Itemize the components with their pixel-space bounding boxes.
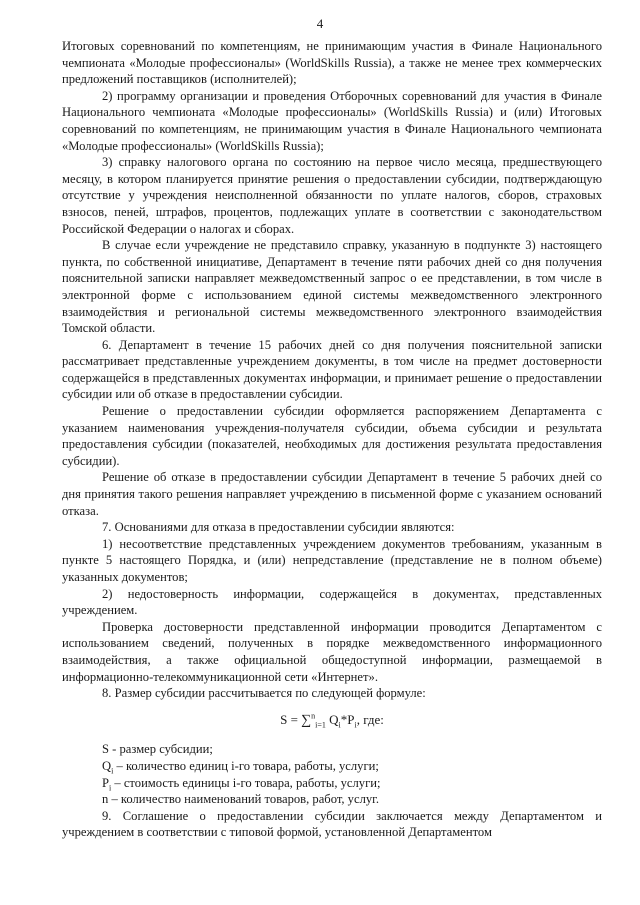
document-body <box>62 38 602 841</box>
paragraph: 7. Основаниями для отказа в предоставлении субсидии являются: <box>102 520 455 535</box>
paragraph: 8. Размер субсидии рассчитывается по следующей формуле: <box>102 686 426 701</box>
definition-line <box>62 758 602 775</box>
formula-q-sub: i <box>338 720 341 730</box>
paragraph: Итоговых соревнований по компетенциям, не принимающим участия в Финале Национального чемпионата «Молодые профессионалы» (WorldSkills Russia), а также не менее трех коммерческих предложений поставщиков (исполнителей); <box>62 39 602 87</box>
formula-lhs: S = <box>280 711 298 727</box>
sum-lower-limit: i=1 <box>315 720 326 730</box>
paragraph: Решение об отказе в предоставлении субсидии Департамент в течение 5 рабочих дней со дня принятия такого решения направляет учреждению в письменной форме с указанием оснований отказа. <box>62 470 602 518</box>
definition-line <box>62 741 602 758</box>
paragraph: В случае если учреждение не представило справку, указанную в подпункте 3) настоящего пункта, по собственной инициативе, Департамент в течение пяти рабочих дней со дня получения пояснительной записки направляет межведомственный запрос о ее представлении, в том числе в электронной форме с использованием единой системы межведомственного электронного взаимодействия и региональной системы межведомственного электронного взаимодействия Томской области. <box>62 238 602 336</box>
paragraph: 9. Соглашение о предоставлении субсидии заключается между Департаментом и учреждением в соответствии с типовой формой, установленной Департаментом <box>62 808 602 840</box>
definition-symbol: n <box>102 792 109 807</box>
sum-upper-limit: n <box>311 711 316 721</box>
paragraph: 2) недостоверность информации, содержащейся в документах, представленных учреждением. <box>62 586 602 618</box>
definition-symbol: P <box>102 775 110 790</box>
definition-text: – количество наименований товаров, работ, услуг. <box>108 792 380 807</box>
formula-times: * <box>340 711 348 727</box>
definition-line <box>62 775 602 792</box>
definition-symbol: S <box>102 742 110 757</box>
definition-text: – стоимость единицы i-го товара, работы, услуги; <box>111 775 381 790</box>
paragraph: 6. Департамент в течение 15 рабочих дней со дня получения пояснительной записки рассматривает представленные учреждением документы, в том числе на предмет достоверности содержащейся в представленных документах информации, и принимает решение о предоставлении субсидии или об отказе в предоставлении субсидии. <box>62 337 602 402</box>
formula-p-sub: i <box>354 720 357 730</box>
paragraph: Решение о предоставлении субсидии оформляется распоряжением Департамента с указанием наименования учреждения-получателя субсидии, объема субсидии и результата предоставления субсидии (показателей, необходимых для достижения результата предоставления субсидии). <box>62 404 602 468</box>
paragraph: 2) программу организации и проведения Отборочных соревнований для участия в Финале Национального чемпионата «Молодые профессионалы» (WorldSkills Russia) и (или) Итоговых соревнований по компетенциям, не принимающим участия в Финале Национального чемпионата «Молодые профессионалы» (WorldSkills Russia); <box>62 88 602 153</box>
sum-symbol: ∑ <box>301 712 312 728</box>
page-number: 4 <box>316 16 324 31</box>
formula-p: P <box>347 711 355 727</box>
definition-text: - размер субсидии; <box>109 742 213 757</box>
definition-line <box>62 791 602 808</box>
definition-symbol: Q <box>102 758 112 773</box>
paragraph: 3) справку налогового органа по состоянию на первое число месяца, предшествующего месяцу, в котором планируется принятие решения о предоставлении субсидии, подтверждающую отсутствие у учреждения неисполненной обязанности по уплате налогов, сборов, страховых взносов, пеней, штрафов, процентов, подлежащих уплате в соответствии с законодательством Российской Федерации о налогах и сборах. <box>62 155 602 236</box>
definition-subscript: i <box>111 766 114 776</box>
formula-q: Q <box>329 711 339 727</box>
definition-text: – количество единиц i-го товара, работы, услуги; <box>113 758 379 773</box>
formula-tail: , где: <box>356 711 384 727</box>
definition-subscript: i <box>109 783 112 793</box>
paragraph: 1) несоответствие представленных учреждением документов требованиям, указанным в пункте 5 настоящего Порядка, и (или) непредставление (представление не в полном объеме) указанных документов; <box>62 536 602 584</box>
paragraph: Проверка достоверности представленной информации проводится Департаментом с использованием сведений, полученных в порядке межведомственного информационного взаимодействия, а также официальной общедоступной информации, размещаемой в информационно-телекоммуникационной сети «Интернет». <box>62 619 602 684</box>
subsidy-formula <box>62 712 602 730</box>
